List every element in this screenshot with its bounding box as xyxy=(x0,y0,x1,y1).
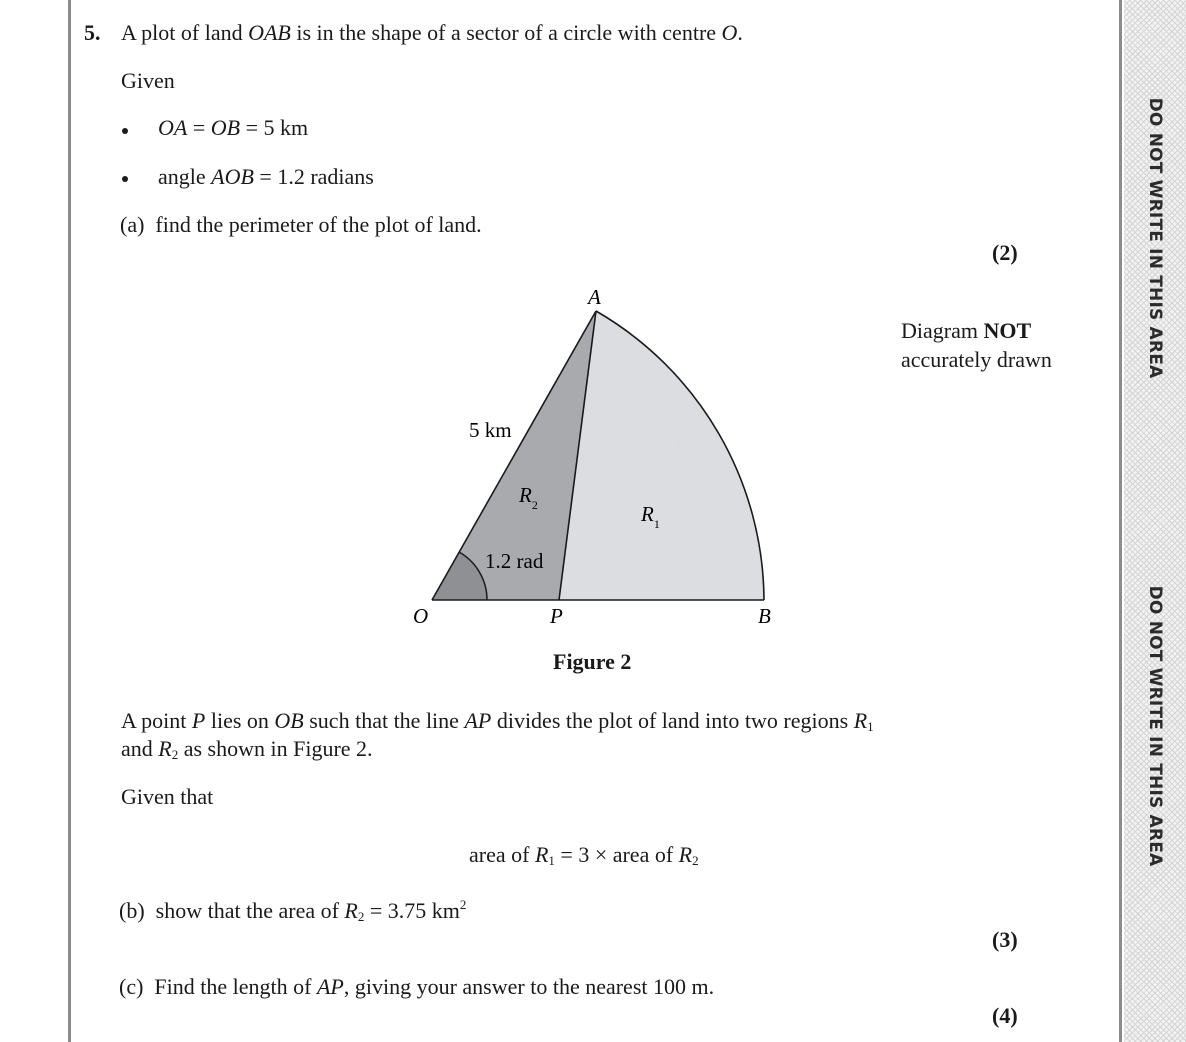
label-b: B xyxy=(758,604,771,628)
part-b-marks: (3) xyxy=(992,927,1018,952)
bullet-angle: angle AOB = 1.2 radians xyxy=(158,164,374,189)
part-c-marks: (4) xyxy=(992,1003,1018,1028)
margin-warning-bottom: DO NOT WRITE IN THIS AREA xyxy=(1145,585,1165,867)
diagram-note-line2: accurately drawn xyxy=(901,347,1052,372)
margin-warning-top: DO NOT WRITE IN THIS AREA xyxy=(1145,97,1165,379)
question-intro: A plot of land OAB is in the shape of a sector of a circle with centre O. xyxy=(121,20,743,45)
part-b: (b) show that the area of $R_2 = 3.75$ $km^2$ xyxy=(119,897,467,924)
label-a: A xyxy=(588,285,601,309)
bullet-radius: OA = OB = 5 km xyxy=(158,115,309,140)
part-a: (a) find the perimeter of the plot of land. xyxy=(120,212,482,237)
area-equation: area of $R_1 = 3$ × area of $R_2$ xyxy=(469,842,699,868)
question-number: 5. xyxy=(84,20,101,45)
label-angle: 1.2 rad xyxy=(485,549,544,573)
point-p-paragraph-line1: A point P lies on OB such that the line AP divides the plot of land into two regions $R_1$ xyxy=(121,708,874,734)
given-that-label: Given that xyxy=(121,784,214,809)
label-radius: 5 km xyxy=(469,418,512,442)
label-r1: $R_1$ xyxy=(641,502,660,531)
figure-caption: Figure 2 xyxy=(553,649,632,674)
label-p: P xyxy=(550,604,563,628)
given-label: Given xyxy=(121,68,175,93)
part-c: (c) Find the length of AP, giving your answer to the nearest 100 m. xyxy=(119,974,715,999)
point-p-paragraph-line2: and $R_2$ as shown in Figure 2. xyxy=(121,736,373,762)
diagram-note-line1: Diagram NOT xyxy=(901,318,1032,343)
label-r2: $R_2$ xyxy=(519,483,538,512)
label-o: O xyxy=(413,604,429,628)
part-a-marks: (2) xyxy=(992,240,1018,265)
